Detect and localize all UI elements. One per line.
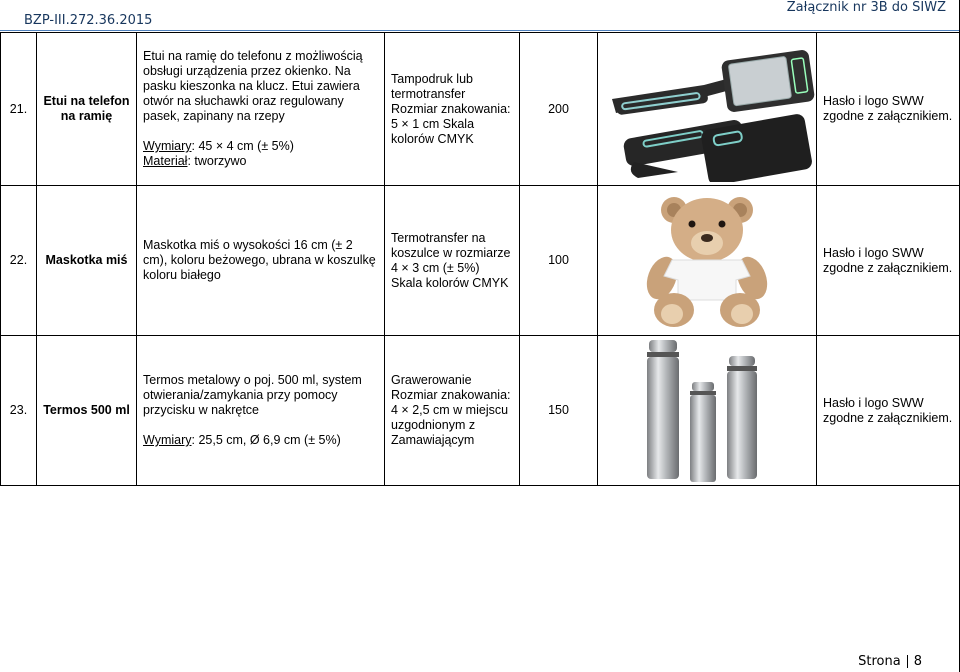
product-image-cell	[598, 186, 817, 336]
row-number: 23.	[1, 336, 37, 486]
notes: Hasło i logo SWW zgodne z załącznikiem.	[817, 186, 960, 336]
product-description	[137, 336, 385, 486]
quantity: 100	[520, 186, 598, 336]
header-divider	[0, 30, 960, 31]
product-description	[137, 33, 385, 186]
thermos-icon	[637, 338, 777, 484]
quantity: 150	[520, 336, 598, 486]
product-description: Maskotka miś o wysokości 16 cm (± 2 cm), koloru beżowego, ubrana w koszulkę koloru białego	[137, 186, 385, 336]
dimensions-label: Wymiary	[143, 433, 192, 447]
table-row	[1, 336, 960, 486]
product-name: Termos 500 ml	[37, 336, 137, 486]
description-text: Termos metalowy o poj. 500 ml, system otwierania/zamykania przy pomocy przycisku w nakrętce	[143, 373, 362, 417]
product-name: Etui na telefon na ramię	[37, 33, 137, 186]
material-value: : tworzywo	[187, 154, 247, 168]
material-label: Materiał	[143, 154, 188, 168]
teddy-bear-icon	[632, 188, 782, 333]
page-number: 8	[913, 654, 922, 669]
product-name: Maskotka miś	[37, 186, 137, 336]
marking-spec: Grawerowanie Rozmiar znakowania: 4 × 2,5 cm w miejscu uzgodnionym z Zamawiającym	[385, 336, 520, 486]
marking-spec: Termotransfer na koszulce w rozmiarze 4 × 3 cm (± 5%) Skala kolorów CMYK	[385, 186, 520, 336]
product-image-cell	[598, 336, 817, 486]
footer-separator	[907, 655, 908, 668]
dimensions-label: Wymiary	[143, 139, 192, 153]
dimensions-value: : 45 × 4 cm (± 5%)	[191, 139, 294, 153]
dimensions-value: : 25,5 cm, Ø 6,9 cm (± 5%)	[191, 433, 341, 447]
notes: Hasło i logo SWW zgodne z załącznikiem.	[817, 336, 960, 486]
product-specification-table	[0, 32, 960, 486]
page-label: Strona	[858, 654, 901, 669]
product-image-cell	[598, 33, 817, 186]
page-footer	[858, 654, 922, 669]
document-reference: BZP-III.272.36.2015	[24, 13, 153, 28]
armband-phone-case-icon	[604, 37, 819, 182]
description-text: Etui na ramię do telefonu z możliwością obsługi urządzenia przez okienko. Na pasku kieszonka na klucz. Etui zawiera otwór na słuchawki oraz regulowany pasek, zapinany na rzepy	[143, 49, 363, 123]
table-row	[1, 33, 960, 186]
marking-spec: Tampodruk lub termotransfer Rozmiar znakowania: 5 × 1 cm Skala kolorów CMYK	[385, 33, 520, 186]
table-row	[1, 186, 960, 336]
row-number: 21.	[1, 33, 37, 186]
notes: Hasło i logo SWW zgodne z załącznikiem.	[817, 33, 960, 186]
row-number: 22.	[1, 186, 37, 336]
attachment-label: Załącznik nr 3B do SIWZ	[786, 0, 946, 15]
quantity: 200	[520, 33, 598, 186]
